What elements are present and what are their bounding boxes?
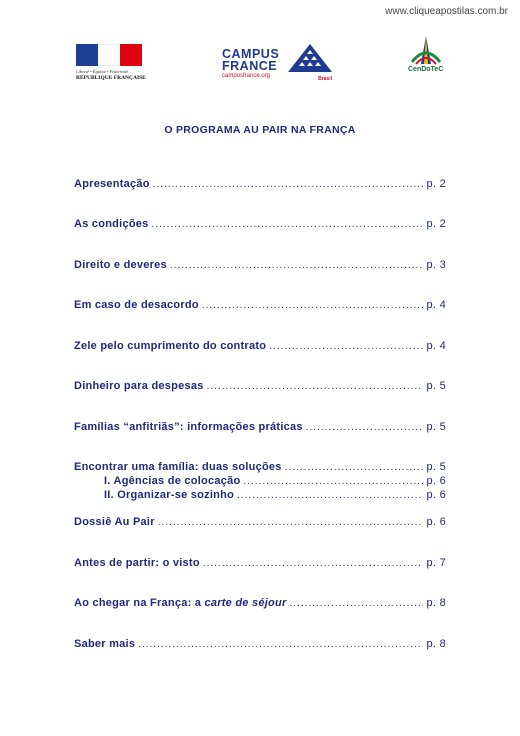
toc-entry-condicoes[interactable] [74,218,446,230]
toc-page: p. 2 [426,178,446,190]
rf-motto: Liberté • Égalité • Fraternité [76,69,129,74]
toc-page: p. 6 [426,516,446,528]
toc-leader [306,422,424,433]
toc-label-prefix: Ao chegar na França: a [74,597,205,609]
toc-leader [269,341,423,352]
toc-leader [158,517,424,528]
toc-label: I. Agências de colocação [104,475,241,487]
toc-leader [207,381,424,392]
toc-label: Zele pelo cumprimento do contrato [74,340,267,352]
toc-entry-apresentacao[interactable] [74,178,446,190]
toc-entry-familias[interactable] [74,421,446,433]
toc-entry-dossie[interactable] [74,516,446,528]
toc-label: Em caso de desacordo [74,299,199,311]
cendotec-name: CenDoTeC [408,66,444,73]
toc-page: p. 6 [426,475,446,487]
toc-label: Direito e deveres [74,259,167,271]
toc-leader [289,598,423,609]
toc-label: As condições [74,218,149,230]
cf-line1: CAMPUS [222,47,280,61]
cf-url: campusfrance.org [222,73,271,79]
toc-label: Antes de partir: o visto [74,557,200,569]
toc-entry-saber-mais[interactable] [74,638,446,650]
toc-leader [203,558,424,569]
toc-page: p. 5 [426,380,446,392]
rf-name: RÉPUBLIQUE FRANÇAISE [76,75,146,81]
toc-label: II. Organizar-se sozinho [104,489,235,501]
toc-leader [170,260,424,271]
toc-label: Saber mais [74,638,136,650]
toc-leader [237,490,423,501]
toc-page: p. 5 [426,421,446,433]
toc-page: p. 3 [426,259,446,271]
eiffel-tower-logo-icon [406,34,446,68]
toc-entry-direito-deveres[interactable] [74,259,446,271]
site-url[interactable]: www.cliqueapostilas.com.br [385,6,508,17]
toc-page: p. 4 [426,340,446,352]
toc-entry-desacordo[interactable] [74,299,446,311]
toc-entry-encontrar-familia[interactable] [74,461,446,473]
toc-entry-organizar[interactable] [104,489,446,501]
french-flag-icon [76,44,142,66]
toc-entry-dinheiro[interactable] [74,380,446,392]
toc-leader [202,300,424,311]
toc-entry-agencias[interactable] [104,475,446,487]
toc-label: Famílias “anfitriãs”: informações práticas [74,421,303,433]
cendotec-logo [406,34,448,84]
toc-leader [243,476,423,487]
pyramid-logo-icon [286,42,334,76]
toc-leader [285,462,424,473]
cf-country: Brasil [318,76,332,82]
toc-page: p. 4 [426,299,446,311]
toc-page: p. 8 [426,638,446,650]
toc-page: p. 5 [426,461,446,473]
toc-leader [138,639,423,650]
toc-label: Apresentação [74,178,150,190]
republique-francaise-logo [76,44,146,84]
toc-entry-visto[interactable] [74,557,446,569]
toc-label [74,597,286,609]
toc-leader [152,219,424,230]
toc-label: Dinheiro para despesas [74,380,204,392]
toc-page: p. 7 [426,557,446,569]
logo-bar [0,38,520,88]
document-title: O PROGRAMA AU PAIR NA FRANÇA [164,124,356,136]
toc-label: Encontrar uma família: duas soluções [74,461,282,473]
campus-france-logo [222,42,334,84]
toc-page: p. 6 [426,489,446,501]
toc-entry-contrato[interactable] [74,340,446,352]
toc-leader [153,179,424,190]
toc-label-italic: carte de séjour [204,597,287,609]
toc-page: p. 8 [426,597,446,609]
toc-page: p. 2 [426,218,446,230]
cf-line2: FRANCE [222,59,278,73]
toc-label: Dossiê Au Pair [74,516,155,528]
toc-entry-chegar-franca[interactable] [74,597,446,609]
